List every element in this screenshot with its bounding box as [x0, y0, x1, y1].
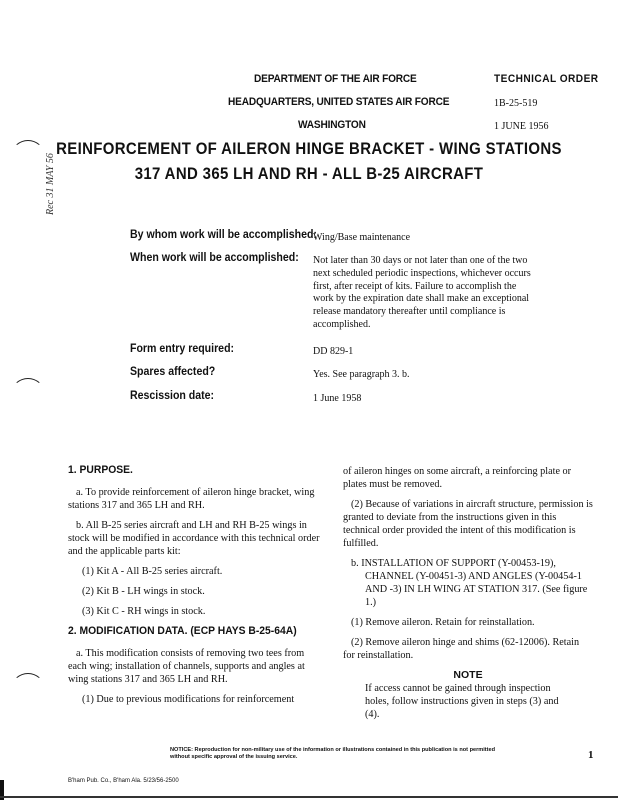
- technical-order-number: 1B-25-519: [494, 98, 538, 109]
- list-item: (3) Kit C - RH wings in stock.: [82, 606, 206, 617]
- field-value: Yes. See paragraph 3. b.: [313, 369, 410, 380]
- field-label: Spares affected?: [130, 366, 216, 378]
- paragraph: b. All B-25 series aircraft and LH and RH B-25 wings in stock will be modified in accordance with this technical order and the applicable parts kit:: [68, 520, 320, 557]
- step: (1) Remove aileron. Retain for reinstallation.: [351, 617, 535, 628]
- page-number: 1: [588, 749, 594, 761]
- paragraph: (1) Due to previous modifications for reinforcement: [82, 694, 295, 705]
- paragraph: (2) Because of variations in aircraft structure, permission is granted to deviate from the instructions given in this technical order provided the intent of this modification is fulfilled.: [343, 499, 593, 549]
- city-name: WASHINGTON: [298, 119, 366, 131]
- note-heading: NOTE: [453, 669, 483, 681]
- binder-hole-mark: [12, 378, 44, 406]
- issue-date: 1 JUNE 1956: [494, 121, 549, 132]
- paragraph: a. This modification consists of removing two tees from each wing; installation of channels, supports and angles at wing stations 317 and 365 LH and RH.: [68, 648, 305, 685]
- field-label: Rescission date:: [130, 390, 215, 402]
- field-value: Wing/Base maintenance: [313, 232, 411, 243]
- reproduction-notice: NOTICE: Reproduction for non-military use of the information or illustrations contained in this publication is not permitted without specific approval of the issuing service.: [170, 747, 496, 760]
- headquarters-name: HEADQUARTERS, UNITED STATES AIR FORCE: [228, 96, 450, 108]
- document-title-line-2: 317 AND 365 LH AND RH - ALL B-25 AIRCRAFT: [134, 164, 484, 183]
- field-value: Not later than 30 days or not later than one of the two next scheduled periodic inspections, whichever occurs first, after receipt of kits. Failure to accomplish the work by the expiration date shall make an exceptional release mandatory thereafter until compliance is accomplished.: [313, 255, 531, 330]
- right-column: [343, 465, 593, 728]
- field-label: Form entry required:: [130, 343, 235, 355]
- binder-hole-mark: [12, 673, 44, 701]
- paragraph: of aileron hinges on some aircraft, a reinforcing plate or plates must be removed.: [343, 466, 571, 490]
- printer-line: B'ham Pub. Co., B'ham Ala. 5/23/56-2500: [68, 778, 179, 784]
- left-column: [68, 464, 320, 713]
- note-text: If access cannot be gained through inspection holes, follow instructions given in steps (3) and (4).: [365, 683, 559, 720]
- handwritten-received-note: Rec 31 MAY 56: [45, 153, 56, 215]
- list-item: (2) Kit B - LH wings in stock.: [82, 586, 205, 597]
- department-name: DEPARTMENT OF THE AIR FORCE: [254, 73, 417, 85]
- step: (2) Remove aileron hinge and shims (62-12006). Retain for reinstallation.: [343, 637, 580, 661]
- field-value: DD 829-1: [313, 346, 354, 357]
- document-title-line-1: REINFORCEMENT OF AILERON HINGE BRACKET - WING STATIONS: [56, 139, 562, 158]
- subsection-heading: b. INSTALLATION OF SUPPORT (Y-00453-19), CHANNEL (Y-00451-3) AND ANGLES (Y-00454-1 AND -3) IN LH WING AT STATION 317. (See figure 1.): [351, 558, 588, 608]
- bottom-edge: [0, 796, 618, 798]
- field-label: By whom work will be accomplished:: [130, 229, 317, 241]
- section-heading: 2. MODIFICATION DATA. (ECP HAYS B-25-64A): [68, 625, 297, 637]
- paragraph: a. To provide reinforcement of aileron hinge bracket, wing stations 317 and 365 LH and RH.: [68, 487, 315, 511]
- field-value: 1 June 1958: [313, 393, 362, 404]
- section-heading: 1. PURPOSE.: [68, 464, 133, 476]
- technical-order-label: TECHNICAL ORDER: [494, 73, 599, 85]
- list-item: (1) Kit A - All B-25 series aircraft.: [82, 566, 223, 577]
- field-label: When work will be accomplished:: [130, 252, 299, 264]
